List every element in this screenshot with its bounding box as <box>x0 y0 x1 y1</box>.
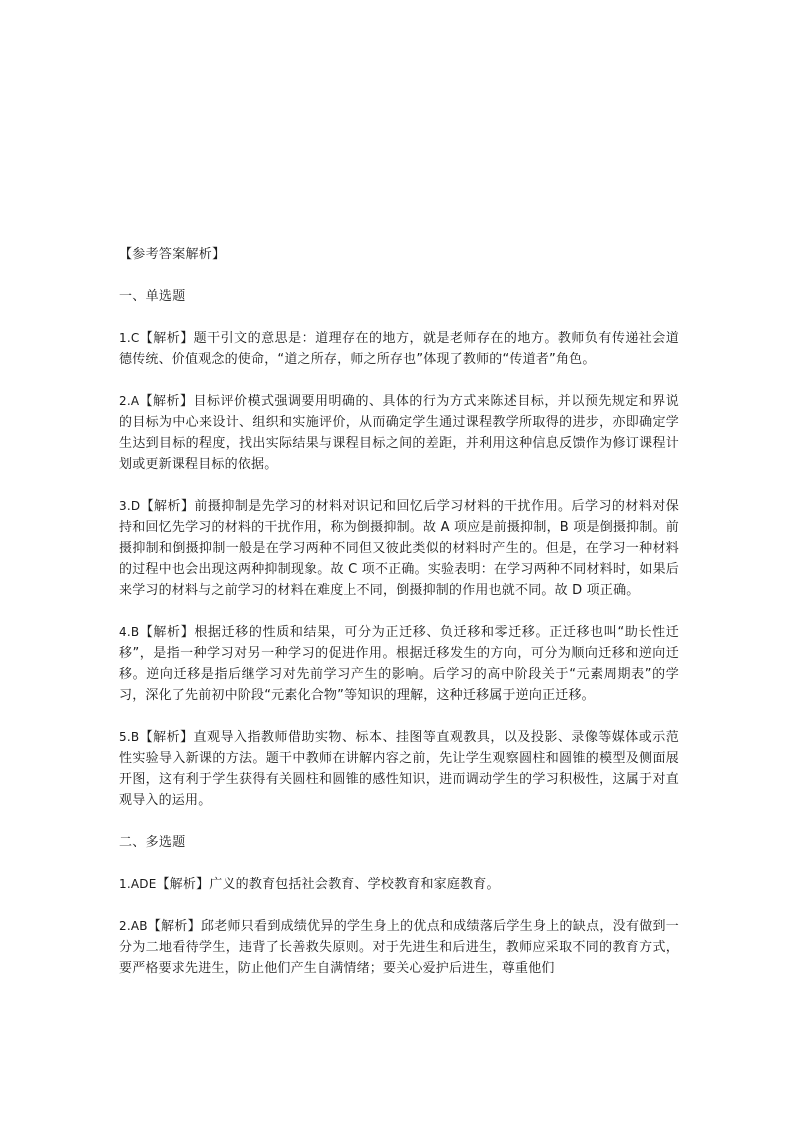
answer-number: 1.C <box>119 331 140 345</box>
answer-explanation: 【解析】直观导入指教师借助实物、标本、挂图等直观教具，以及投影、录像等媒体或示范性实验导入新课的方法。题干中教师在讲解内容之前，先让学生观察圆柱和圆锥的模型及侧面展开图，这有利于学生获得有关圆柱和圆锥的感性知识，进而调动学生的学习积极性，这属于对直观导入的运用。 <box>119 730 679 808</box>
answer-item <box>119 622 679 706</box>
answer-explanation: 【解析】目标评价模式强调要用明确的、具体的行为方式来陈述目标，并以预先规定和界说的目标为中心来设计、组织和实施评价，从而确定学生通过课程教学所取得的进步，亦即确定学生达到目标的程度，找出实际结果与课程目标之间的差距，并利用这种信息反馈作为修订课程计划或更新课程目标的依据。 <box>119 394 679 472</box>
answer-explanation: 【解析】前摄抑制是先学习的材料对识记和回忆后学习材料的干扰作用。后学习的材料对保持和回忆先学习的材料的干扰作用，称为倒摄抑制。故 A 项应是前摄抑制，B 项是倒摄抑制。前摄抑制和倒摄抑制一般是在学习两种不同但又彼此类似的材料时产生的。但是，在学习一种材料的过程中也会出现这两种抑制现象。故 C 项不正确。实验表明：在学习两种不同材料时，如果后来学习的材料与之前学习的材料在难度上不同，倒摄抑制的作用也就不同。故 D 项正确。 <box>119 499 679 598</box>
answer-number: 3.D <box>119 499 141 513</box>
answer-number: 1.ADE <box>119 877 157 891</box>
answer-explanation: 【解析】邱老师只看到成绩优异的学生身上的优点和成绩落后学生身上的缺点，没有做到一分为二地看待学生，违背了长善救失原则。对于先进生和后进生，教师应采取不同的教育方式，要严格要求先进生，防止他们产生自满情绪；要关心爱护后进生，尊重他们 <box>119 919 679 976</box>
answer-explanation: 【解析】广义的教育包括社会教育、学校教育和家庭教育。 <box>156 877 500 892</box>
section-heading-multiple-choice: 二、多选题 <box>119 835 186 850</box>
answer-item <box>119 727 679 811</box>
answer-explanation: 【解析】根据迁移的性质和结果，可分为正迁移、负迁移和零迁移。正迁移也叫“助长性迁移”，是指一种学习对另一种学习的促进作用。根据迁移发生的方向，可分为顺向迁移和逆向迁移。逆向迁移是指后继学习对先前学习产生的影响。后学习的高中阶段关于“元素周期表”的学习，深化了先前初中阶段“元素化合物”等知识的理解，这种迁移属于逆向正迁移。 <box>119 625 679 703</box>
answer-number: 2.AB <box>119 919 148 933</box>
answer-number: 2.A <box>119 394 140 408</box>
answer-number: 4.B <box>119 625 140 639</box>
answer-item <box>119 874 679 895</box>
answer-explanation: 【解析】题干引文的意思是：道理存在的地方，就是老师存在的地方。教师负有传递社会道德传统、价值观念的使命，“道之所存，师之所存也”体现了教师的“传道者”角色。 <box>119 331 679 367</box>
answer-item <box>119 391 679 475</box>
answer-item <box>119 916 679 979</box>
answer-number: 5.B <box>119 730 140 744</box>
answer-item <box>119 496 679 601</box>
answer-item <box>119 328 679 370</box>
document-title: 【参考答案解析】 <box>119 247 226 262</box>
answer-content <box>119 244 679 1000</box>
section-heading-single-choice: 一、单选题 <box>119 289 186 304</box>
